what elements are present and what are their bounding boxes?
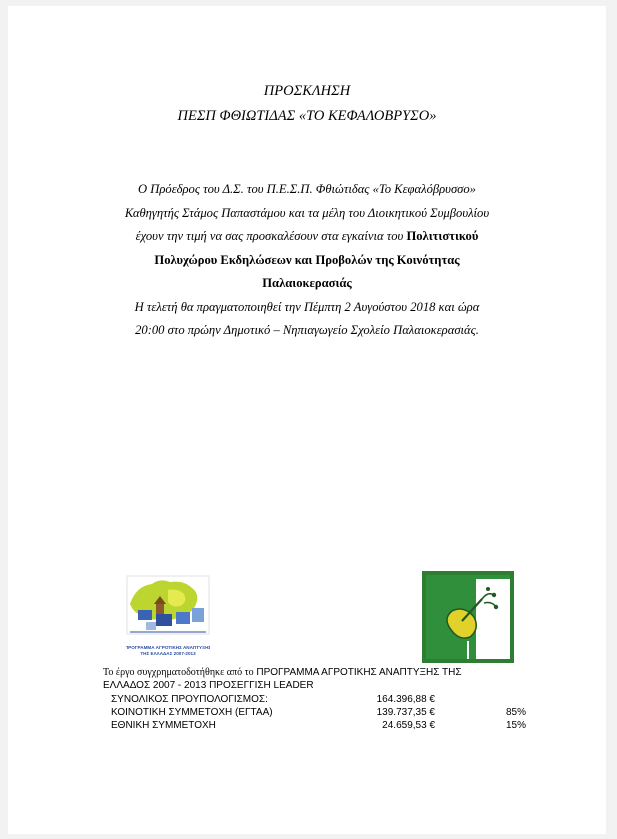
body-line-2: Καθηγητής Στάμος Παπαστάμου και τα μέλη του Διοικητικού Συμβουλίου bbox=[124, 205, 490, 220]
invitation-subtitle: ΠΕΣΠ ΦΘΙΩΤΙΔΑΣ «ΤΟ ΚΕΦΑΛΟΒΡΥΣΟ» bbox=[177, 108, 437, 124]
budget-row-percent: 85% bbox=[505, 707, 526, 718]
rural-development-map-icon bbox=[126, 574, 210, 662]
body-line-3-bold: Πολιτιστικού bbox=[406, 229, 479, 243]
invitation-title: ΠΡΟΣΚΛΗΣΗ bbox=[263, 83, 351, 99]
body-line-5: Παλαιοκερασιάς bbox=[262, 276, 352, 290]
funding-statement bbox=[103, 667, 543, 731]
budget-row-community bbox=[103, 707, 543, 720]
budget-row-amount: 139.737,35 € bbox=[376, 707, 435, 718]
leader-plant-icon bbox=[422, 571, 514, 663]
body-line-1: Ο Πρόεδρος του Δ.Σ. του Π.Ε.Σ.Π. Φθιώτιδας «Το Κεφαλόβρυσσο» bbox=[138, 182, 476, 196]
budget-row-percent: 15% bbox=[505, 720, 526, 731]
budget-row-total bbox=[103, 694, 543, 707]
budget-row-amount: 164.396,88 € bbox=[376, 694, 435, 705]
budget-row-label: ΣΥΝΟΛΙΚΟΣ ΠΡΟΥΠΟΛΟΓΙΣΜΟΣ: bbox=[111, 694, 268, 705]
left-logo-caption-1: ΠΡΟΓΡΑΜΜΑ ΑΓΡΟΤΙΚΗΣ ΑΝΑΠΤΥΞΗΣ bbox=[126, 645, 210, 650]
funding-intro-line bbox=[103, 667, 543, 680]
body-line-3 bbox=[28, 225, 586, 249]
document-page bbox=[8, 6, 606, 834]
rural-development-program-logo bbox=[126, 574, 210, 662]
title-block bbox=[8, 80, 606, 127]
budget-row-label: ΚΟΙΝΟΤΙΚΗ ΣΥΜΜΕΤΟΧΗ (ΕΓΤΑΑ) bbox=[111, 707, 273, 718]
funding-program-2: ΕΛΛΑΔΟΣ 2007 - 2013 ΠΡΟΣΕΓΓΙΣΗ LEADER bbox=[103, 679, 314, 691]
body-line-4: Πολυχώρου Εκδηλώσεων και Προβολών της Κοινότητας bbox=[154, 252, 460, 267]
budget-row-amount: 24.659,53 € bbox=[382, 720, 435, 731]
budget-row-label: ΕΘΝΙΚΗ ΣΥΜΜΕΤΟΧΗ bbox=[111, 720, 216, 731]
left-logo-caption-2: ΤΗΣ ΕΛΛΑΔΑΣ 2007-2013 bbox=[140, 651, 196, 656]
body-line-3-text: έχουν την τιμή να σας προσκαλέσουν στα εγκαίνια του bbox=[135, 229, 407, 243]
leader-logo bbox=[422, 571, 514, 663]
body-line-7: 20:00 στο πρώην Δημοτικό – Νηπιαγωγείο Σχολείο Παλαιοκερασιάς. bbox=[135, 323, 479, 337]
funding-program-1: ΠΡΟΓΡΑΜΜΑ ΑΓΡΟΤΙΚΗΣ ΑΝΑΠΤΥΞΗΣ ΤΗΣ bbox=[253, 667, 462, 678]
funding-intro: Το έργο συγχρηματοδοτήθηκε από το bbox=[103, 667, 254, 678]
budget-row-national bbox=[103, 720, 543, 733]
invitation-body bbox=[28, 178, 586, 343]
body-line-6: Η τελετή θα πραγματοποιηθεί την Πέμπτη 2 Αυγούστου 2018 και ώρα bbox=[134, 299, 480, 314]
